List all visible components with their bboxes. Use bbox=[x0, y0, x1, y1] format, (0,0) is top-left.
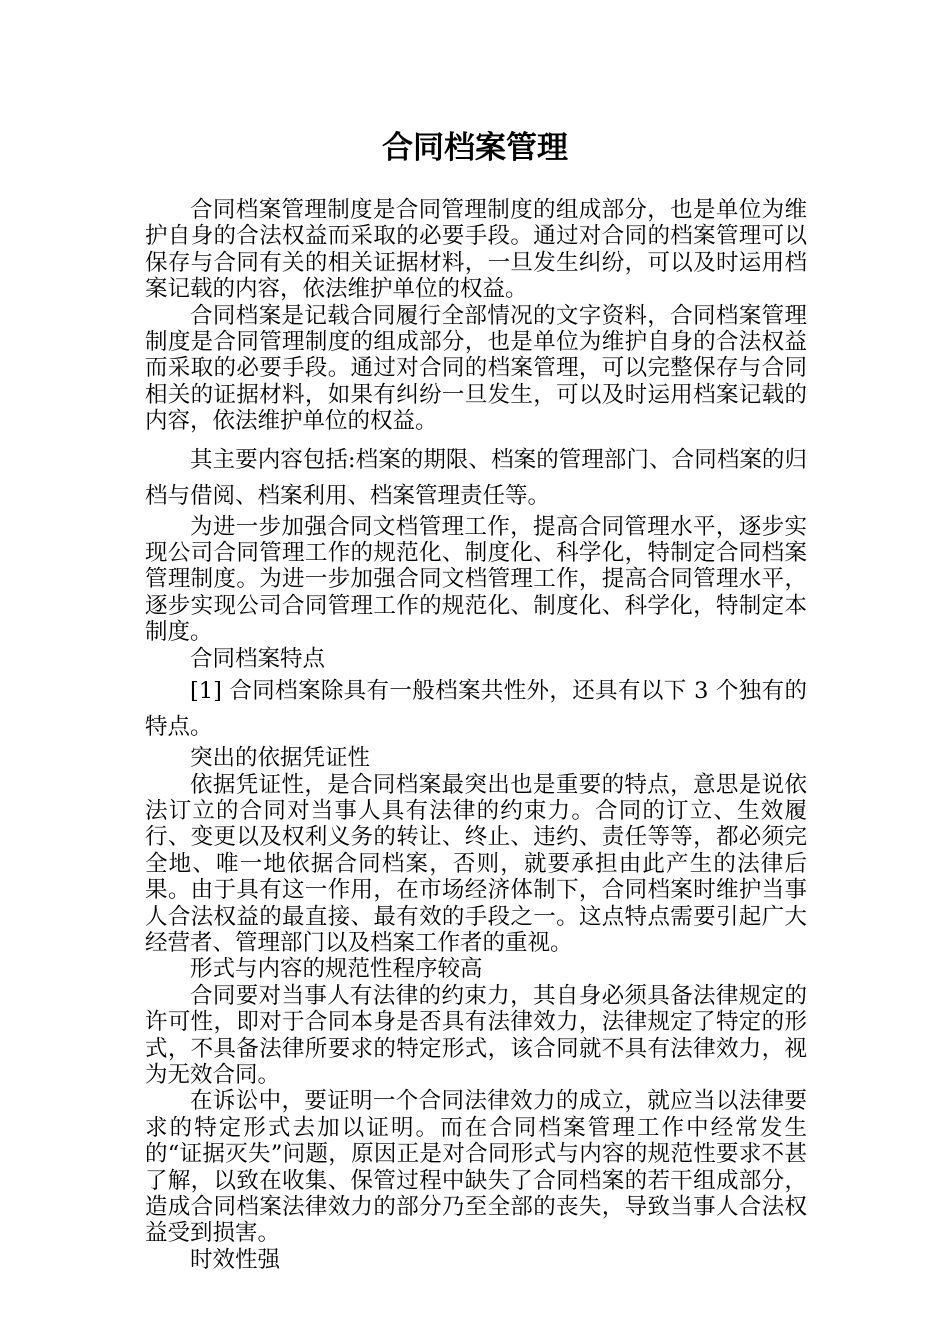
subheading-form-content: 形式与内容的规范性程序较高 bbox=[190, 956, 483, 983]
document-title: 合同档案管理 bbox=[382, 130, 568, 166]
paragraph-definition: 合同档案是记载合同履行全部情况的文字资料，合同档案管理制度是合同管理制度的组成部分，也是单位为维护自身的合法权益而采取的必要手段。通过对合同的档案管理，可以完整保存与合同相关的证据材料，如果有纠纷一旦发生，可以及时运用档案记载的内容，依法维护单位的权益。 bbox=[145, 302, 807, 435]
paragraph-purpose: 为进一步加强合同文档管理工作，提高合同管理水平，逐步实现公司合同管理工作的规范化、制度化、科学化，特制定合同档案管理制度。为进一步加强合同文档管理工作，提高合同管理水平，逐步实现公司合同管理工作的规范化、制度化、科学化，特制定本制度。 bbox=[145, 513, 807, 646]
paragraph-intro: 合同档案管理制度是合同管理制度的组成部分，也是单位为维护自身的合法权益而采取的必要手段。通过对合同的档案管理可以保存与合同有关的相关证据材料，一旦发生纠纷，可以及时运用档案记载的内容，依法维护单位的权益。 bbox=[145, 197, 807, 303]
section-heading-features: 合同档案特点 bbox=[190, 645, 326, 672]
paragraph-form-content: 合同要对当事人有法律的约束力，其自身必须具备法律规定的许可性，即对于合同本身是否具有法律效力，法律规定了特定的形式，不具备法律所要求的特定形式，该合同就不具有法律效力，视为无效合同。 bbox=[145, 982, 807, 1088]
subheading-evidence: 突出的依据凭证性 bbox=[190, 745, 371, 772]
paragraph-evidence: 依据凭证性，是合同档案最突出也是重要的特点，意思是说依法订立的合同对当事人具有法律的约束力。合同的订立、生效履行、变更以及权利义务的转让、终止、违约、责任等等，都必须完全地、唯一地依据合同档案，否则，就要承担由此产生的法律后果。由于具有这一作用，在市场经济体制下，合同档案时维护当事人合法权益的最直接、最有效的手段之一。这点特点需要引起广大经营者、管理部门以及档案工作者的重视。 bbox=[145, 771, 807, 956]
paragraph-features-intro: [1] 合同档案除具有一般档案共性外，还具有以下 3 个独有的特点。 bbox=[145, 678, 807, 741]
paragraph-main-content: 其主要内容包括:档案的期限、档案的管理部门、合同档案的归档与借阅、档案利用、档案管理责任等。 bbox=[145, 446, 807, 509]
paragraph-litigation: 在诉讼中，要证明一个合同法律效力的成立，就应当以法律要求的特定形式去加以证明。而在合同档案管理工作中经常发生的“证据灭失”问题，原因正是对合同形式与内容的规范性要求不甚了解，以致在收集、保管过程中缺失了合同档案的若干组成部分，造成合同档案法律效力的部分乃至全部的丧失，导致当事人合法权益受到损害。 bbox=[145, 1088, 807, 1247]
subheading-timeliness: 时效性强 bbox=[190, 1246, 281, 1273]
document-body bbox=[145, 197, 807, 1273]
